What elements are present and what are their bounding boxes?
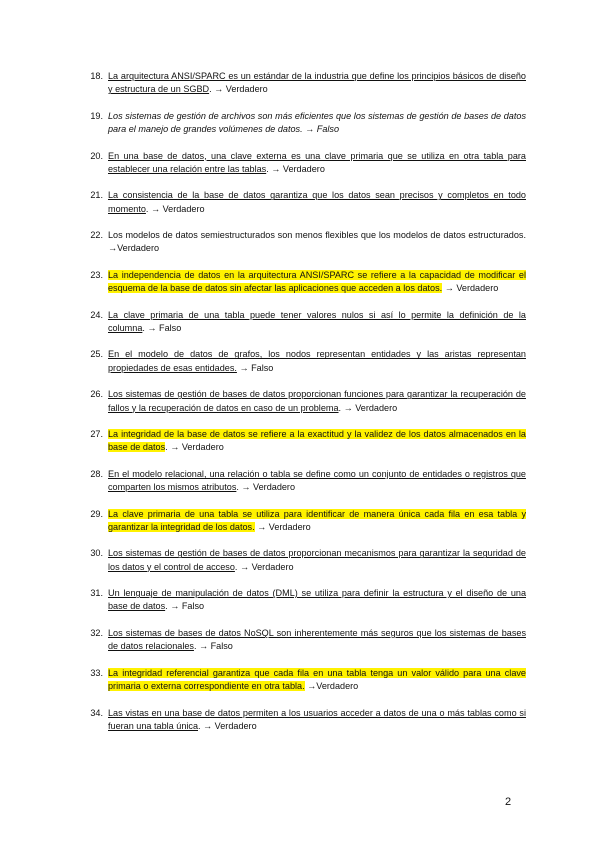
item-text <box>108 707 526 734</box>
item-number: 19. <box>90 110 103 121</box>
item-text <box>108 70 526 97</box>
answer: . → Verdadero <box>209 84 268 95</box>
answer: . → Verdadero <box>198 720 257 731</box>
statement: Los modelos de datos semiestructurados son menos flexibles que los modelos de datos estructurados. →Verdadero <box>108 230 526 254</box>
item-number: 30. <box>90 548 103 559</box>
list-item <box>86 150 526 177</box>
list-item <box>86 70 526 97</box>
answer: . → Verdadero <box>234 561 294 572</box>
item-text <box>108 229 526 256</box>
list-item <box>86 508 526 535</box>
item-text <box>108 667 526 694</box>
list-item <box>86 269 526 296</box>
item-number: 22. <box>90 230 103 241</box>
item-number: 24. <box>90 309 103 320</box>
item-text <box>108 269 526 296</box>
statement: Los sistemas de gestión de archivos son más eficientes que los sistemas de gestión de bases de datos para el manejo de grandes volúmenes de datos. → Falso <box>108 110 526 135</box>
answer: →Verdadero <box>304 681 359 692</box>
item-number: 26. <box>90 389 103 400</box>
statement: Los sistemas de bases de datos NoSQL son inherentemente más seguros que los sistemas de bases de datos relacionales <box>108 627 526 652</box>
list-item <box>86 388 526 415</box>
list-item <box>86 587 526 614</box>
list-item <box>86 707 526 734</box>
answer: . → Falso <box>142 322 182 333</box>
list-item <box>86 309 526 336</box>
list-item <box>86 348 526 375</box>
item-number: 32. <box>90 627 103 638</box>
statement: En una base de datos, una clave externa es una clave primaria que se utiliza en otra tabla para establecer una relación entre las tablas <box>108 150 526 174</box>
answer: → Falso <box>236 362 274 373</box>
page-number: 2 <box>505 796 512 808</box>
list-item <box>86 229 526 256</box>
answer: . → Verdadero <box>266 163 325 174</box>
list-item <box>86 189 526 216</box>
statement: La arquitectura ANSI/SPARC es un estándar de la industria que define los principios básicos de diseño y estructura de un SGBD <box>108 71 526 95</box>
answer: → Verdadero <box>254 521 311 532</box>
list-item <box>86 468 526 495</box>
item-number: 27. <box>90 429 103 440</box>
list-item <box>86 667 526 694</box>
item-text <box>108 468 526 495</box>
item-number: 31. <box>90 588 103 599</box>
statement-list <box>86 70 526 746</box>
item-text <box>108 627 526 654</box>
answer: . → Verdadero <box>236 482 296 493</box>
answer: . → Verdadero <box>145 203 205 214</box>
answer: . → Verdadero <box>338 402 398 413</box>
answer: → Verdadero <box>442 283 499 294</box>
statement: Las vistas en una base de datos permiten a los usuarios acceder a datos de una o más tablas como si fueran una tabla única <box>108 707 526 731</box>
answer: . → Falso <box>193 641 233 652</box>
list-item <box>86 110 526 137</box>
statement: La clave primaria de una tabla puede tener valores nulos si así lo permite la definición de la columna <box>108 309 526 333</box>
item-text <box>108 547 526 574</box>
answer: . → Verdadero <box>165 442 224 453</box>
list-item <box>86 627 526 654</box>
item-text <box>108 348 526 375</box>
item-number: 18. <box>90 71 103 81</box>
list-item <box>86 428 526 455</box>
statement: La integridad referencial garantiza que cada fila en una tabla tenga un valor válido para una clave primaria o externa correspondiente en otra tabla. <box>108 667 526 692</box>
item-number: 33. <box>90 667 103 678</box>
item-number: 20. <box>90 150 103 161</box>
item-number: 28. <box>90 468 103 479</box>
statement: Los sistemas de gestión de bases de datos proporcionan mecanismos para garantizar la seguridad de los datos y el control de acceso <box>108 548 526 572</box>
item-text <box>108 150 526 177</box>
item-text <box>108 388 526 415</box>
item-number: 29. <box>90 508 103 519</box>
item-number: 21. <box>90 190 103 201</box>
item-text <box>108 508 526 535</box>
answer: . → Falso <box>165 601 205 612</box>
statement: Los sistemas de gestión de bases de datos proporcionan funciones para garantizar la recuperación de fallos y la recuperación de datos en caso de un problema <box>108 389 526 413</box>
list-item <box>86 547 526 574</box>
statement: La integridad de la base de datos se refiere a la exactitud y la validez de los datos almacenados en la base de datos <box>108 429 526 453</box>
item-text <box>108 587 526 614</box>
item-text <box>108 428 526 455</box>
item-text <box>108 309 526 336</box>
item-text <box>108 189 526 216</box>
item-number: 25. <box>90 349 103 360</box>
statement: La consistencia de la base de datos garantiza que los datos sean precisos y completos en todo momento <box>108 190 526 214</box>
item-number: 23. <box>90 269 103 280</box>
statement: Un lenguaje de manipulación de datos (DML) se utiliza para definir la estructura y el diseño de una base de datos <box>108 588 526 612</box>
item-number: 34. <box>90 707 103 718</box>
statement: La independencia de datos en la arquitectura ANSI/SPARC se refiere a la capacidad de modificar el esquema de la base de datos sin afectar las aplicaciones que acceden a los datos. <box>108 269 526 294</box>
statement: La clave primaria de una tabla se utiliza para identificar de manera única cada fila en esa tabla y garantizar la integridad de los datos. <box>108 508 526 532</box>
statement: En el modelo de datos de grafos, los nodos representan entidades y las aristas representan propiedades de esas entidades. <box>108 349 526 373</box>
item-text <box>108 110 526 137</box>
statement: En el modelo relacional, una relación o tabla se define como un conjunto de entidades o registros que comparten los mismos atributos <box>108 468 526 493</box>
